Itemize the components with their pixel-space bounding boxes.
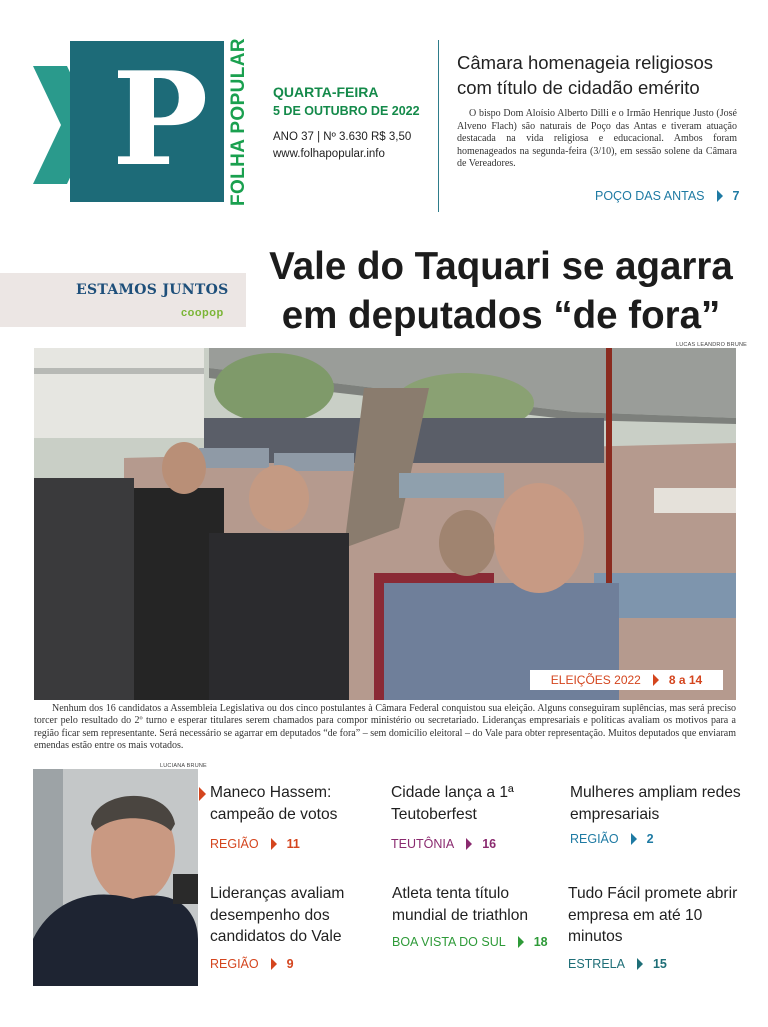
photo-credit: LUCIANA BRUNE	[160, 763, 207, 769]
photo-credit: LUCAS LEANDRO BRUNE	[676, 342, 748, 348]
section-label: REGIÃO	[570, 832, 619, 846]
website-link[interactable]: www.folhapopular.info	[273, 148, 385, 160]
page-number: 16	[482, 837, 497, 851]
section-label: POÇO DAS ANTAS	[595, 189, 705, 203]
issue-weekday: QUARTA-FEIRA	[273, 84, 379, 100]
main-photo[interactable]	[34, 348, 736, 700]
story-title: Maneco Hassem: campeão de votos	[210, 784, 338, 823]
story-card[interactable]	[391, 782, 556, 851]
top-story-summary: O bispo Dom Aloísio Alberto Dilli e o Irmão Henrique Justo (José Alveno Flach) são naturais de Poço das Antas e tiveram atuação destacada na vida religiosa e educacional. Ambos foram homenageados na segunda-feira (3/10), em sessão solene da Câmara de Vereadores.	[457, 108, 737, 170]
story-page-ref	[210, 957, 375, 971]
section-label: TEUTÔNIA	[391, 837, 455, 851]
main-story-caption: Nenhum dos 16 candidatos a Assembleia Legislativa ou dos cinco postulantes à Câmara Federal conquistou sua eleição. Alguns conseguiram suplências, mas será preciso torcer pelo resultado do 2º turno e esperar titulares serem chamados para compor ministério ou secretariado. Lideranças empresariais e políticas avaliam os motivos para a região ficar sem representante. Será necessário se agarrar em deputados “de fora” – sem domicílio eleitoral – do Vale para obter representação. Muitos deputados que enviaram emendas estão entre os mais votados.	[34, 703, 736, 752]
portrait-photo[interactable]	[33, 769, 198, 986]
arrow-right-icon	[271, 958, 277, 970]
story-card[interactable]	[210, 883, 375, 971]
arrow-right-icon	[518, 936, 524, 948]
page-number: 18	[533, 935, 548, 949]
page-number: 7	[732, 189, 740, 203]
page-number: 9	[286, 956, 294, 971]
newspaper-name	[219, 37, 259, 207]
arrow-right-icon	[637, 958, 643, 970]
story-title: Atleta tenta título mundial de triathlon	[392, 885, 529, 924]
logo-letter: P	[112, 45, 209, 195]
story-title: Mulheres ampliam redes empresariais	[570, 784, 741, 823]
section-label: ELEIÇÕES 2022	[550, 673, 641, 687]
story-title: Lideranças avaliam desempenho dos candidatos do Vale	[210, 885, 345, 945]
top-story-page-ref[interactable]	[595, 189, 739, 203]
page-range: 8 a 14	[668, 673, 703, 687]
arrow-right-icon	[271, 838, 277, 850]
elections-tag[interactable]	[530, 670, 723, 690]
page-number: 2	[646, 832, 654, 846]
story-card[interactable]	[570, 782, 745, 846]
story-card[interactable]	[210, 782, 375, 851]
section-label: ESTRELA	[568, 956, 625, 971]
arrow-right-icon	[199, 787, 206, 801]
story-card[interactable]	[568, 883, 748, 971]
page-number: 15	[652, 956, 667, 971]
issue-date: 5 DE OUTUBRO DE 2022	[273, 104, 420, 118]
story-page-ref	[391, 837, 556, 851]
story-card[interactable]	[392, 883, 564, 949]
issue-edition: ANO 37 | Nº 3.630 R$ 3,50	[273, 131, 412, 143]
arrow-right-icon	[717, 190, 723, 202]
story-page-ref	[570, 832, 745, 846]
newspaper-name-text: FOLHA POPULAR	[228, 37, 249, 207]
masthead-divider	[438, 40, 439, 212]
section-label: BOA VISTA DO SUL	[392, 935, 506, 949]
section-label: REGIÃO	[210, 956, 259, 971]
top-story-headline[interactable]: Câmara homenageia religiosos com título de cidadão emérito	[457, 52, 714, 98]
arrow-right-icon	[631, 833, 637, 845]
sponsor-logo: coopop	[181, 307, 224, 319]
section-label: REGIÃO	[210, 837, 259, 851]
story-page-ref	[210, 837, 375, 851]
banner-title: ESTAMOS JUNTOS	[76, 282, 229, 298]
story-page-ref	[568, 957, 748, 971]
page-number: 11	[286, 837, 300, 851]
story-title: Cidade lança a 1ª Teutoberfest	[391, 784, 514, 823]
story-page-ref	[392, 935, 564, 949]
main-headline[interactable]: Vale do Taquari se agarra em deputados “de fora”	[269, 245, 733, 337]
arrow-right-icon	[653, 674, 659, 686]
arrow-right-icon	[466, 838, 472, 850]
story-title: Tudo Fácil promete abrir empresa em até 10 minutos	[568, 885, 738, 945]
